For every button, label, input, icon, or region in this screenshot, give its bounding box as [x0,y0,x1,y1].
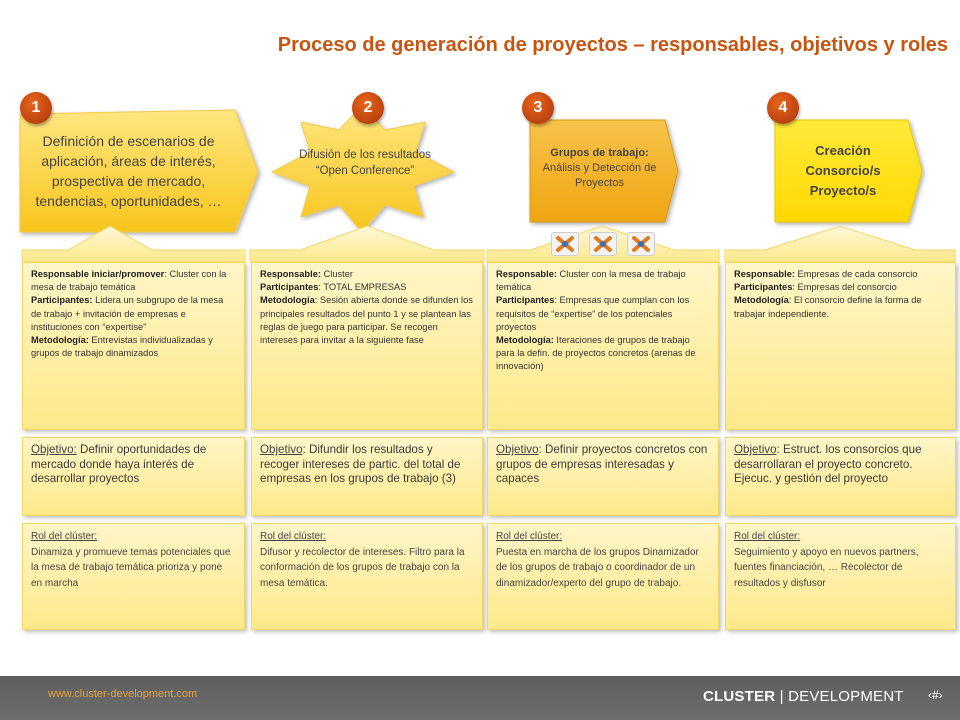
step3-number-badge: 3 [522,92,554,124]
objetivo-value: : Estruct. los consorcios que desarrollaran el proyecto concreto. Ejecuc. y gestión del proyecto [734,443,922,485]
brand-logo-light: DEVELOPMENT [788,688,904,705]
responsable-label: Responsable: [496,269,557,279]
step4-number-badge: 4 [767,92,799,124]
responsable-label: Responsable: [734,269,795,279]
puzzle-people-icon [551,232,579,256]
objetivo-value: : Definir proyectos concretos con grupos de empresas interesadas y capaces [496,443,708,485]
step4-shape-line3: Proyecto/s [809,183,877,198]
objetivo-value: Definir oportunidades de mercado donde haya interés de desarrollar proyectos [31,443,207,485]
responsable-value: Empresas de cada consorcio [794,269,918,279]
footer-url-link[interactable]: www.cluster-development.com [48,688,198,700]
objetivo-label: Objetivo [496,443,539,456]
footer-bar [0,676,960,720]
step4-up-arrow [725,226,955,262]
responsable-value: : Cluster con la mesa de trabajo temática [31,269,227,293]
puzzle-people-icon [589,232,617,256]
metodologia-label: Metodología: [496,335,554,346]
participantes-label: Participantes: [31,295,93,306]
step3-shape-line2: Análisis y Detección de Proyectos [542,162,657,189]
participantes-label: Participantes [260,282,319,293]
brand-logo-separator: | [775,688,789,705]
objetivo-value: : Difundir los resultados y recoger intereses de partic. del total de empresas en los grupos de trabajo (3) [260,443,461,485]
step3-shape-line1: Grupos de trabajo: [550,147,649,159]
metodologia-label: Metodología [260,295,315,306]
metodologia-label: Metodología [734,295,789,306]
rol-value: Difusor y recolector de intereses. Filtro para la conformación de los grupos de trabajo con la mesa temática. [260,546,465,589]
page-number: ‹#› [928,688,943,702]
step2-shape-line2: “Open Conference” [315,165,415,177]
step3-shape-text [532,146,667,191]
metodologia-value: Entrevistas individualizadas y grupos de trabajo dinamizados [31,335,213,359]
metodologia-label: Metodología: [31,335,89,346]
step4-shape-line1: Creación [815,143,871,158]
step1-shape-text: Definición de escenarios de aplicación, áreas de interés, prospectiva de mercado, tendencias, oportunidades, … [35,133,222,209]
participantes-label: Participantes [734,282,793,293]
rol-value: Puesta en marcha de los grupos Dinamizador de los grupos de trabajo o coordinador de un dinamizador/experto del grupo de trabajo. [496,546,699,589]
metodologia-value: : El consorcio define la forma de trabajar independiente. [734,295,922,319]
rol-label: Rol del clúster: [496,531,563,542]
participantes-label: Participantes [496,295,555,306]
objetivo-label: Objetivo: [31,443,77,456]
rol-label: Rol del clúster: [734,531,801,542]
step1-number-badge: 1 [20,92,52,124]
brand-logo-bold: CLUSTER [703,688,776,705]
step4-shape-text [778,141,908,201]
brand-logo [703,688,904,705]
rol-value: Dinamiza y promueve temas potenciales que la mesa de trabajo temática prioriza y pone en marcha [31,546,231,589]
objetivo-label: Objetivo [734,443,777,456]
step2-shape-line1: Difusión de los resultados [299,149,431,161]
participantes-value: : Empresas que cumplan con los requisitos de “expertise” de los potenciales proyectos [496,295,690,332]
participantes-value: : Empresas del consorcio [792,282,897,293]
step2-shape-text [280,147,450,179]
objetivo-label: Objetivo [260,443,303,456]
rol-label: Rol del clúster: [260,531,327,542]
rol-label: Rol del clúster: [31,531,98,542]
responsable-value: Cluster [320,269,353,279]
participantes-value: : TOTAL EMPRESAS [318,282,407,293]
step2-number-badge: 2 [352,92,384,124]
page-title: Proceso de generación de proyectos – responsables, objetivos y roles [277,34,948,56]
puzzle-people-icon [627,232,655,256]
responsable-label: Responsable: [260,269,321,279]
metodologia-value: Iteraciones de grupos de trabajo para la defin. de proyectos concretos (arenas de innovación) [496,335,696,372]
responsable-value: Cluster con la mesa de trabajo temática [496,269,686,293]
step2-up-arrow [250,226,484,262]
responsable-label: Responsable iniciar/promover [31,269,165,279]
metodologia-value: : Sesión abierta donde se difunden los principales resultados del punto 1 y se plantean las reglas de juego para participar. Se recogen intereses para invitar a la siguiente fase [260,295,473,346]
rol-value: Seguimiento y apoyo en nuevos partners, fuentes financiación, … Recolector de resultados y disfusor [734,546,919,589]
step4-shape-line2: Consorcio/s [805,163,881,178]
participantes-value: Lidera un subgrupo de la mesa de trabajo + invitación de empresas e instituciones con “expertise” [31,295,224,332]
